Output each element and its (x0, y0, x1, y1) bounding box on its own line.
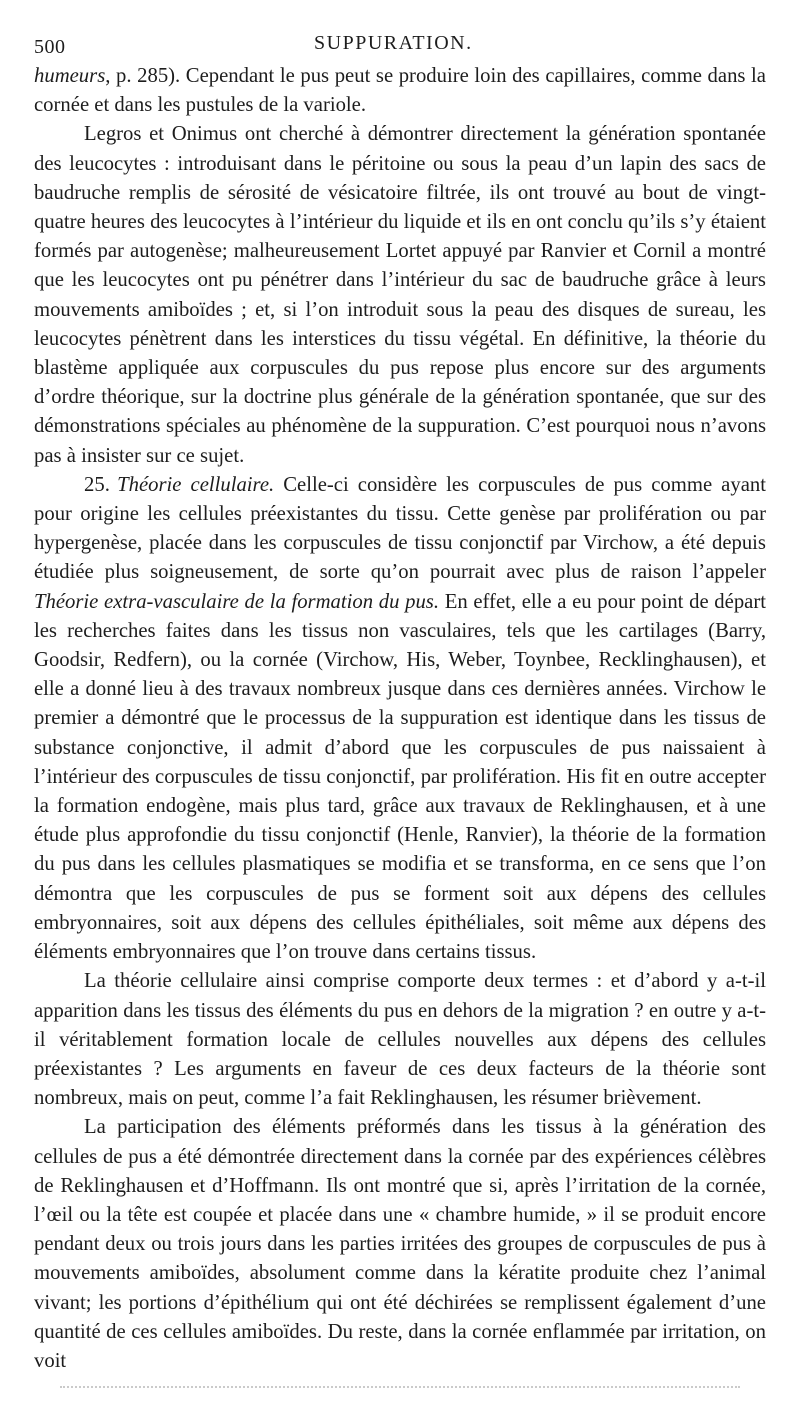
paragraph-two-terms (34, 967, 766, 1113)
italic-term: humeurs (34, 65, 106, 87)
section-heading: Théorie cellulaire. (117, 473, 275, 496)
paragraph-text: , p. 285). Cependant le pus peut se produire loin des capillaires, comme dans la cornée et dans les pustules de la variole. (34, 65, 766, 117)
paragraph-spontaneous-generation (34, 120, 766, 470)
page-number: 500 (34, 36, 66, 58)
paragraph-text: La participation des éléments préformés dans les tissus à la génération des cellules de pus a été démontrée directement dans la cornée par des expériences célèbres de Reklinghausen et d’Hoffmann. Ils ont montré que si, après l’irritation de la cornée, l’œil ou la tête est coupée et placée dans une « chambre humide, » il se produit encore pendant deux ou trois jours dans les parties irritées des groupes de corpuscules de pus à mouvements amiboïdes, absolument comme dans la kératite produite chez l’animal vivant; les portions d’épithélium qui ont été déchirées se remplissent également d’une quantité de ces cellules amiboïdes. Du reste, dans la cornée enflammée par irritation, on voit (34, 1116, 766, 1372)
running-title: SUPPURATION. (314, 32, 473, 54)
paragraph-text: La théorie cellulaire ainsi comprise comporte deux termes : et d’abord y a-t-il apparition dans les tissus des éléments du pus en dehors de la migration ? en outre y a-t-il véritablement formation locale de cellules nouvelles aux dépens des cellules préexistantes ? Les arguments en faveur de ces deux facteurs de la théorie sont nombreux, mais on peut, comme l’a fait Reklinghausen, les résumer brièvement. (34, 970, 766, 1110)
bottom-scan-noise (60, 1386, 740, 1390)
paragraph-text: En effet, elle a eu pour point de départ les recherches faites dans les tissus non vasculaires, tels que les cartilages (Barry, Goodsir, Redfern), ou la cornée (Virchow, His, Weber, Toynbee, Recklinghausen), et elle a donné lieu à des travaux nombreux jusque dans ces dernières années. Virchow le premier a démontré que le processus de la suppuration est identique dans les tissus de substance conjonctive, il admit d’abord que les corpuscules de pus naissaient à l’intérieur des corpuscules de tissu conjonctif, par prolifération. His fit en outre accepter la formation endogène, mais plus tard, grâce aux travaux de Reklinghausen, et à une étude plus approfondie du tissu conjonctif (Henle, Ranvier), la théorie de la formation du pus dans les cellules plasmatiques se modifia et se transforma, en ce sens que l’on démontra que les corpuscules de pus se forment soit aux dépens des cellules embryonnaires, soit aux dépens des cellules épithéliales, soit même aux dépens des éléments embryonnaires que l’on trouve dans certains tissus. (34, 590, 766, 964)
paragraph-cellular-theory (34, 471, 766, 967)
book-page (34, 28, 766, 1376)
paragraph-text: Legros et Onimus ont cherché à démontrer directement la génération spontanée des leucocytes : introduisant dans le péritoine ou sous la peau d’un lapin des sacs de baudruche remplis de sérosité de vésicatoire filtrée, ils ont trouvé au bout de vingt-quatre heures des leucocytes à l’intérieur du liquide et ils en ont conclu qu’ils s’y étaient formés par autogenèse; malheureusement Lortet appuyé par Ranvier et Cornil a montré que les leucocytes ont pu pénétrer dans l’intérieur du sac de baudruche grâce à leurs mouvements amiboïdes ; et, si l’on introduit sous la peau des disques de sureau, les leucocytes pénètrent dans les interstices du tissu végétal. En définitive, la théorie du blastème appliquée aux corpuscules du pus repose plus encore sur des arguments d’ordre théorique, sur la doctrine plus générale de la génération spontanée, que sur des démonstrations spéciales au phénomène de la suppuration. C’est pourquoi nous n’avons pas à insister sur ce sujet. (34, 123, 766, 467)
paragraph-participation (34, 1113, 766, 1376)
section-number: 25. (84, 473, 110, 496)
body-text (34, 62, 766, 1376)
paragraph-text: Celle-ci considère les corpuscules de pus comme ayant pour origine les cellules préexistantes du tissu. Cette genèse par prolifération ou par hypergenèse, placée dans les corpuscules de tissu conjonctif par Virchow, a été depuis étudiée plus soigneusement, de sorte qu’on pourrait avec plus de raison l’appeler (34, 473, 766, 584)
italic-term: Théorie extra-vasculaire de la formation du pus. (34, 590, 440, 613)
page-header (34, 28, 766, 62)
paragraph-continuation (34, 62, 766, 120)
